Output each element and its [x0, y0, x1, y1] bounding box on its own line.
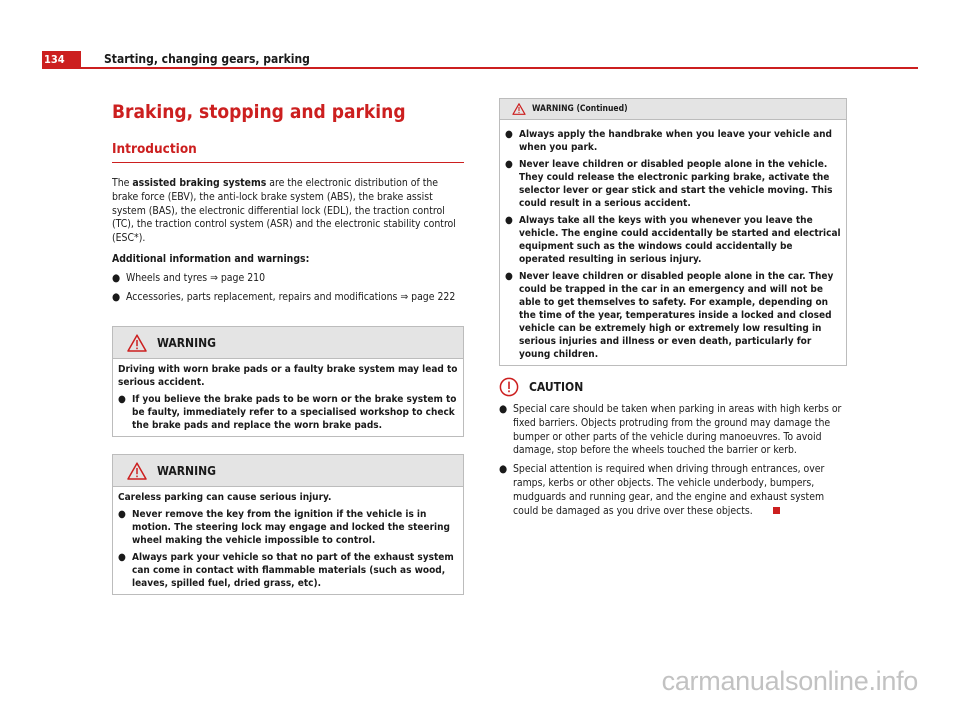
warning-intro: Careless parking can cause serious injury.	[118, 492, 332, 504]
header-rule	[42, 67, 918, 69]
warning-item: ● Always park your vehicle so that no part of the exhaust system can come in contact with flammable materials (such as wood, leaves, spilled fuel, dried grass, etc).	[118, 552, 454, 590]
warning-item: ● Never leave children or disabled people alone in the car. They could be trapped in the car in an emergency and will not be able to get themselves to safety. For example, depending on the time of the year, temperatures inside a locked and closed vehicle can be extremely high or extremely low resulting in serious injuries and illness or even death, particularly for young children.	[505, 271, 834, 360]
caution-item: ● Special care should be taken when parking in areas with high kerbs or fixed barriers. Objects protruding from the ground may damage the bumper or other parts of the vehicle during manoeuvres. To avoid damage, stop before the wheels touched the barrier or kerb.	[499, 403, 842, 457]
running-title: Starting, changing gears, parking	[104, 52, 310, 66]
warning-triangle-icon	[127, 462, 147, 480]
page-number: 134	[42, 51, 81, 68]
caution-body	[499, 403, 847, 518]
section-end-mark	[773, 507, 780, 514]
warning-body	[113, 487, 463, 594]
watermark: carmanualsonline.info	[661, 666, 918, 696]
warning-body	[113, 359, 463, 436]
warning-body	[500, 120, 846, 365]
bullet-icon: ●	[112, 271, 121, 284]
warning-item: ● Always apply the handbrake when you leave your vehicle and when you park.	[505, 129, 832, 153]
caution-circle-icon	[499, 377, 519, 397]
bullet-icon: ●	[118, 552, 126, 564]
warning-box-parking	[112, 454, 464, 595]
warning-header	[500, 99, 846, 120]
right-column	[499, 98, 847, 518]
bullet-icon: ●	[505, 159, 513, 170]
caution-header	[499, 377, 847, 397]
intro-bold-term: assisted braking systems	[132, 177, 267, 189]
bullet-icon: ●	[505, 271, 513, 282]
left-column	[112, 100, 464, 595]
warning-item: ● If you believe the brake pads to be worn or the brake system to be faulty, immediately refer to a specialised workshop to check the brake pads and replace the worn brake pads.	[118, 394, 457, 432]
warning-triangle-icon	[127, 334, 147, 352]
caution-title: CAUTION	[529, 380, 584, 394]
section-heading: Introduction	[112, 140, 464, 163]
bullet-icon: ●	[505, 215, 513, 226]
reference-item[interactable]: ● Wheels and tyres ⇒ page 210	[112, 271, 266, 284]
warning-intro: Driving with worn brake pads or a faulty brake system may lead to serious accident.	[118, 364, 458, 389]
bullet-icon: ●	[118, 394, 126, 406]
warning-title: WARNING	[157, 463, 216, 478]
warning-triangle-icon	[512, 103, 526, 115]
bullet-icon: ●	[505, 129, 513, 140]
reference-item[interactable]: ● Accessories, parts replacement, repairs and modifications ⇒ page 222	[112, 290, 456, 303]
bullet-icon: ●	[499, 403, 508, 415]
warning-title: WARNING	[157, 335, 216, 350]
warning-header	[113, 455, 463, 487]
warning-header	[113, 327, 463, 359]
bullet-icon: ●	[499, 463, 508, 476]
caution-item: ● Special attention is required when driving through entrances, over ramps, kerbs or other objects. The vehicle underbody, bumpers, mudguards and running gear, and the engine and exhaust system could be damaged as you drive over these objects.	[499, 463, 825, 517]
warning-box-brakes	[112, 326, 464, 437]
warning-item: ● Never leave children or disabled people alone in the vehicle. They could release the electronic parking brake, activate the selector lever or gear stick and start the vehicle moving. This could result in a serious accident.	[505, 159, 833, 209]
warning-item: ● Never remove the key from the ignition if the vehicle is in motion. The steering lock may engage and locked the steering wheel making the vehicle impossible to control.	[118, 509, 450, 547]
warning-item: ● Always take all the keys with you whenever you leave the vehicle. The engine could accidentally be started and electrical equipment such as the windows could accidentally be operated resulting in serious injury.	[505, 215, 841, 265]
additional-info-heading: Additional information and warnings:	[112, 252, 310, 265]
bullet-icon: ●	[112, 290, 121, 303]
chapter-title: Braking, stopping and parking	[112, 101, 406, 123]
warning-box-continued	[499, 98, 847, 366]
bullet-icon: ●	[118, 509, 126, 521]
intro-paragraph: The assisted braking systems are the electronic distribution of the brake force (EBV), the anti-lock brake system (ABS), the brake assist system (BAS), the electronic differential lock (EDL), the traction control (TC), the traction control system (ASR) and the electronic stability control (ESC*).	[112, 177, 456, 245]
warning-title: WARNING (Continued)	[532, 104, 628, 114]
